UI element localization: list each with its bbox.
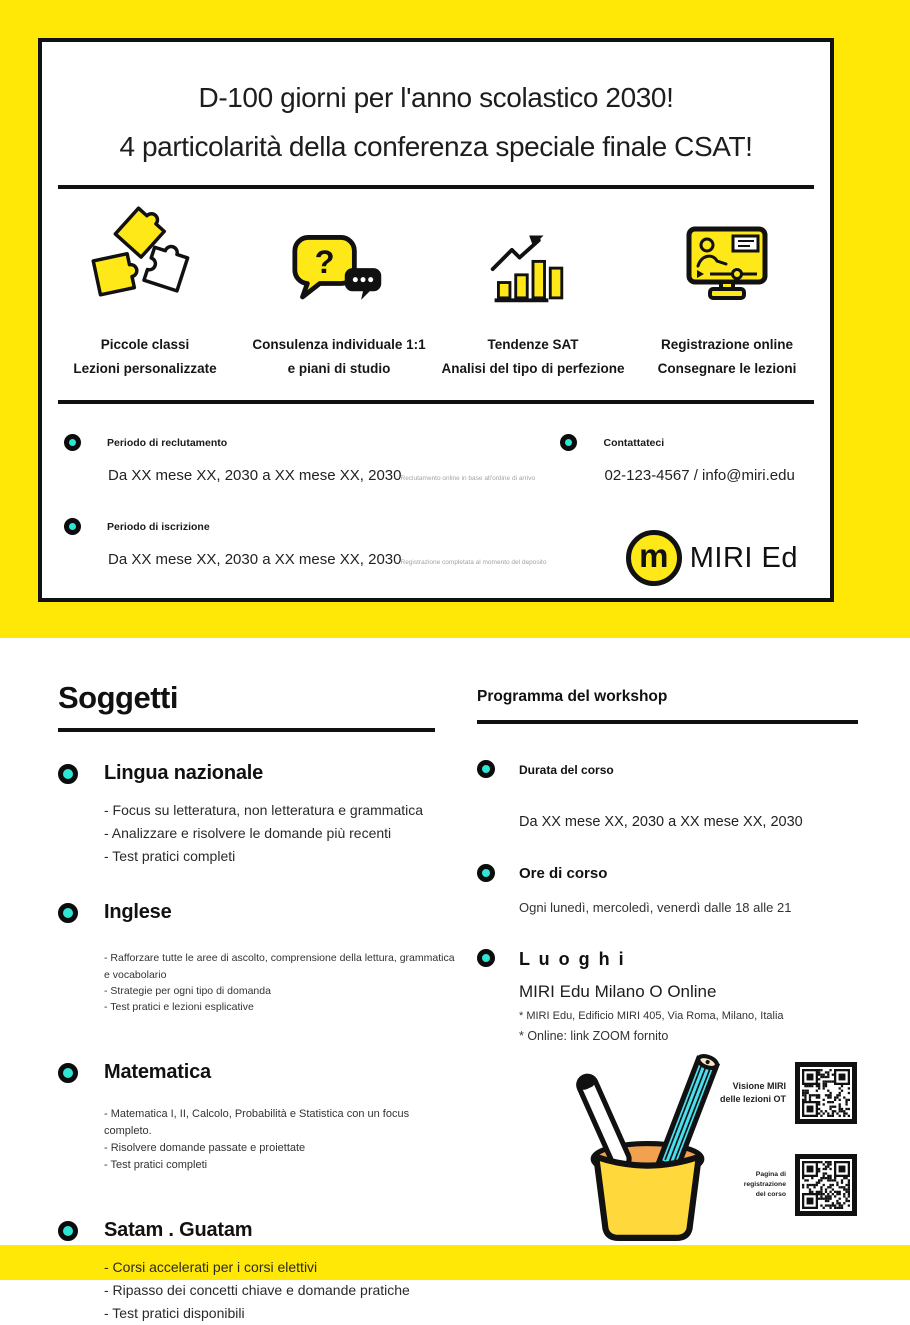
feature-caption: Registrazione online	[660, 337, 794, 352]
feature-online-recording	[630, 203, 824, 380]
bullet-dot-icon	[64, 518, 81, 535]
bullet-dot-icon	[64, 434, 81, 451]
course-duration: Durata del corso	[477, 760, 869, 778]
enrollment-period	[64, 518, 546, 568]
recruitment-note: Reclutamento online in base all'ordine di arrivo	[400, 475, 536, 483]
subject-point: - Strategie per ogni tipo di domanda	[104, 984, 271, 997]
hero-title-line2: 4 particolarità della conferenza speciale finale CSAT!	[119, 131, 753, 162]
bullet-dot-icon	[477, 949, 495, 967]
course-hours-value: Ogni lunedì, mercoledì, venerdì dalle 18 alle 21	[519, 900, 792, 915]
bullet-dot-icon	[58, 903, 78, 923]
subject-matematica: Matematica - Matematica I, II, Calcolo, Probabilità e Statistica con un focus completo. - Risolvere domande passate e proiettate - Test pratici completi	[58, 1061, 458, 1174]
course-hours: Ore di corso	[477, 864, 869, 882]
miri-logo-text: MIRI Ed	[689, 541, 798, 574]
pencil-cup-illustration	[555, 1038, 740, 1243]
online-lesson-monitor-icon	[677, 223, 777, 311]
recruitment-dates: Da XX mese XX, 2030 a XX mese XX, 2030	[108, 467, 402, 485]
subject-point: - Analizzare e risolvere le domande più recenti	[104, 825, 392, 842]
qr-label-line: del corso	[755, 1190, 786, 1198]
bullet-dot-icon	[58, 1063, 78, 1083]
subject-point: - Test pratici e lezioni esplicative	[104, 1001, 254, 1014]
rising-bar-chart-icon	[485, 231, 581, 311]
program-column	[477, 688, 869, 1043]
feature-row	[42, 189, 830, 386]
feature-caption: Analisi del tipo di perfezione	[441, 360, 625, 376]
enrollment-dates: Da XX mese XX, 2030 a XX mese XX, 2030	[108, 551, 402, 569]
recruitment-label: Periodo di reclutamento	[107, 436, 228, 449]
bullet-dot-icon	[477, 760, 495, 778]
subject-point: - Test pratici completi	[104, 1159, 208, 1172]
subject-lingua-nazionale: Lingua nazionale - Focus su letteratura, non letteratura e grammatica - Analizzare e risolvere le domande più recenti - Test pratici completi	[58, 762, 458, 868]
bullet-dot-icon	[560, 434, 577, 451]
hero-title-line1: D-100 giorni per l'anno scolastico 2030!	[198, 82, 674, 113]
hero-info	[42, 404, 830, 602]
location-online-note: * Online: link ZOOM fornito	[519, 1029, 669, 1043]
feature-caption: e piani di studio	[287, 360, 391, 376]
miri-logo-monogram-icon: m	[626, 530, 682, 586]
qr-code-pattern	[802, 1069, 850, 1117]
location-value: MIRI Edu Milano O Online	[519, 982, 717, 1001]
feature-caption: Tendenze SAT	[487, 337, 579, 352]
qr-code-pattern	[802, 1161, 850, 1209]
enrollment-note: Registrazione completata al momento del deposito	[400, 559, 547, 567]
qr-label-line: Pagina di registrazione	[743, 1171, 786, 1189]
location-address-note: * MIRI Edu, Edificio MIRI 405, Via Roma, Milano, Italia	[519, 1010, 784, 1022]
feature-caption: Consegnare le lezioni	[657, 360, 797, 376]
chat-bubbles-icon	[291, 233, 387, 311]
feature-caption: Lezioni personalizzate	[73, 360, 217, 376]
subject-point: - Ripasso dei concetti chiave e domande pratiche	[104, 1281, 410, 1298]
miri-logo	[626, 530, 798, 586]
pencil-cup-icon	[555, 1038, 740, 1243]
subject-point: - Matematica I, II, Calcolo, Probabilità e Statistica con un focus completo.	[104, 1108, 410, 1138]
subject-point: - Focus su letteratura, non letteratura e grammatica	[104, 802, 424, 818]
subject-point: - Corsi accelerati per i corsi elettivi	[104, 1258, 318, 1275]
program-heading: Programma del workshop	[477, 688, 858, 724]
feature-small-classes	[48, 203, 242, 380]
lower-section	[0, 638, 910, 1321]
bullet-dot-icon	[58, 764, 78, 784]
qr-label-line: Visione MIRI	[732, 1080, 786, 1091]
subjects-heading: Soggetti	[58, 680, 435, 732]
subject-satam-guatam: Satam . Guatam - Corsi accelerati per i corsi elettivi - Ripasso dei concetti chiave e domande pratiche - Test pratici disponibili	[58, 1219, 458, 1325]
subject-point: - Risolvere domande passate e proiettate	[104, 1142, 306, 1155]
qr-code-icon	[795, 1154, 857, 1216]
course-locations: L u o g h i	[477, 949, 869, 970]
course-duration-value: Da XX mese XX, 2030 a XX mese XX, 2030	[519, 814, 803, 830]
qr-block-ot-lessons	[714, 1062, 857, 1124]
puzzle-icon	[93, 215, 197, 311]
qr-code-icon	[795, 1062, 857, 1124]
qr-label-line: delle lezioni OT	[719, 1094, 786, 1104]
enrollment-label: Periodo di iscrizione	[107, 520, 210, 533]
feature-caption: Consulenza individuale 1:1	[252, 337, 426, 352]
feature-sat-trends	[436, 203, 630, 380]
qr-block-registration	[714, 1154, 857, 1216]
contact-block	[560, 434, 808, 484]
subject-inglese: Inglese - Rafforzare tutte le aree di ascolto, comprensione della lettura, grammatica e vocabolario - Strategie per ogni tipo di domanda - Test pratici e lezioni esplicative	[58, 901, 458, 1015]
feature-caption: Piccole classi	[100, 337, 190, 352]
bullet-dot-icon	[58, 1221, 78, 1241]
subject-point: - Test pratici completi	[104, 848, 236, 865]
subject-point: - Test pratici disponibili	[104, 1304, 245, 1321]
bullet-dot-icon	[477, 864, 495, 882]
recruitment-period	[64, 434, 546, 484]
subject-point: - Rafforzare tutte le aree di ascolto, comprensione della lettura, grammatica e vocabolario	[104, 952, 455, 981]
contact-value: 02-123-4567 / info@miri.edu	[604, 467, 795, 485]
subjects-column	[58, 680, 458, 1325]
svg-text:?: ?	[314, 242, 335, 280]
feature-consulting	[242, 203, 436, 380]
contact-label: Contattateci	[603, 436, 665, 449]
hero-card	[38, 38, 834, 602]
